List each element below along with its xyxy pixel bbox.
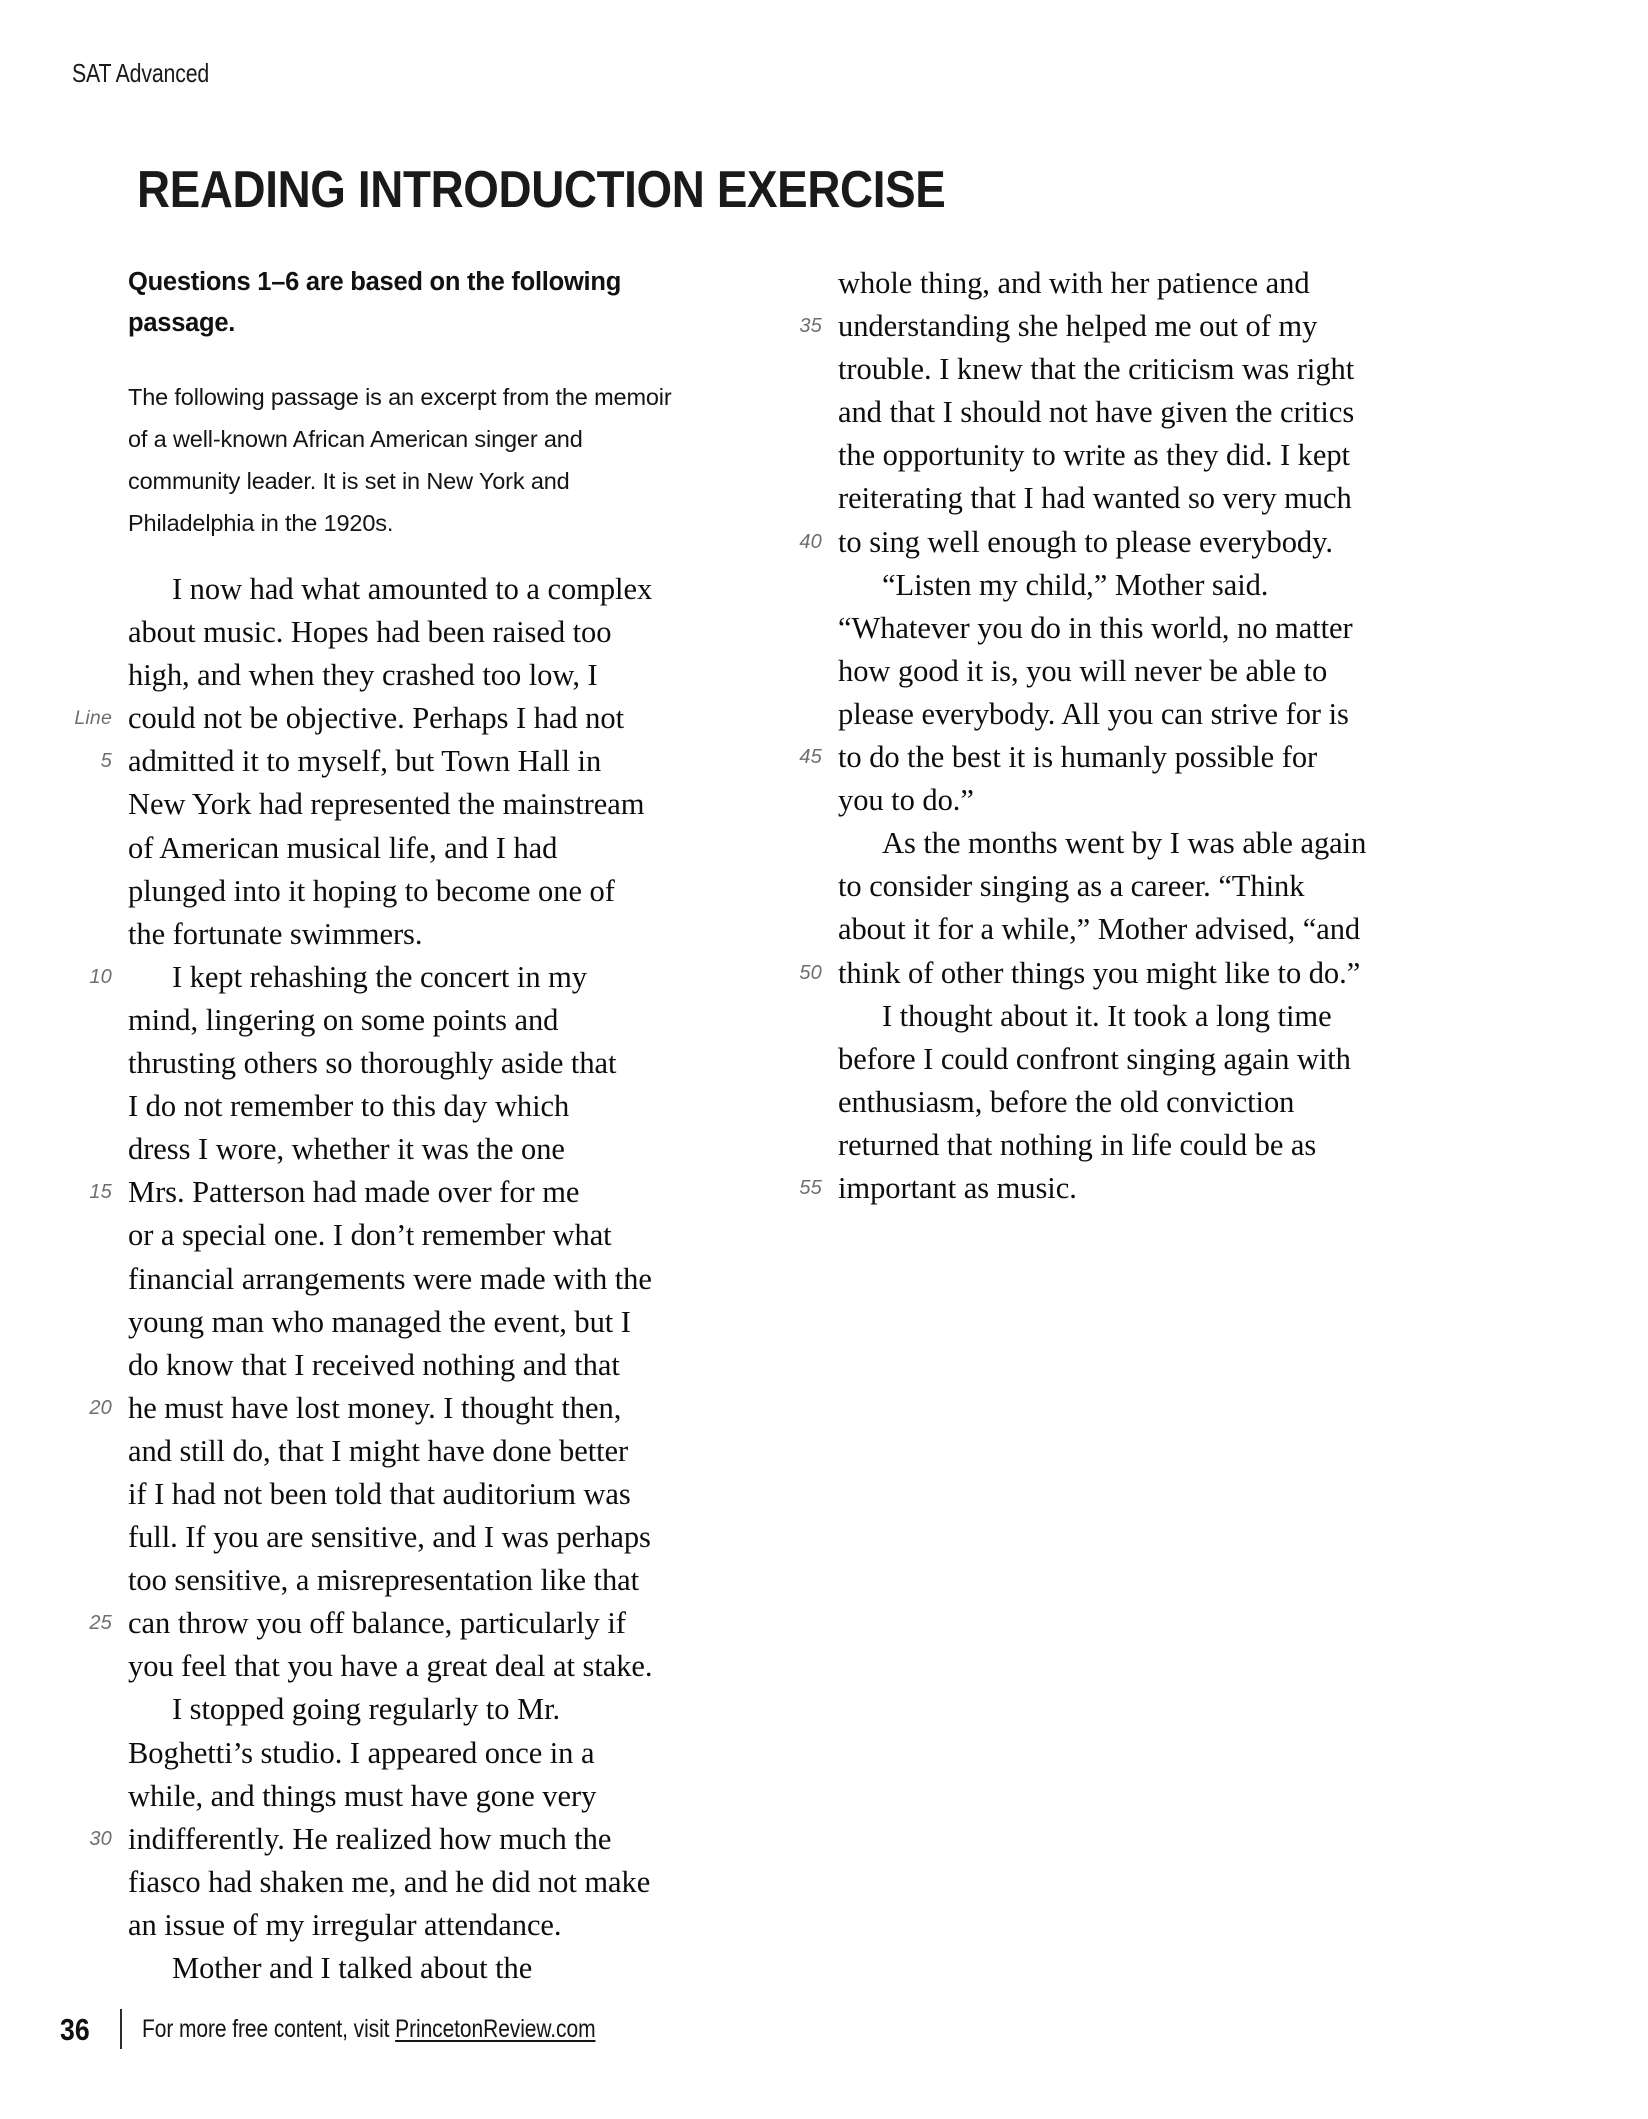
footer-text [142, 2015, 595, 2044]
question-stem-heading: Questions 1–6 are based on the following passage. [128, 268, 622, 337]
passage-line-text: about it for a while,” Mother advised, “and [838, 912, 1361, 947]
passage-line [838, 477, 1450, 520]
page-title: READING INTRODUCTION EXERCISE [137, 160, 946, 219]
passage-text-left [74, 568, 740, 1990]
line-number: 40 [799, 530, 822, 553]
passage-line [128, 783, 740, 826]
passage-line [838, 262, 1450, 305]
passage-line [128, 999, 740, 1042]
passage-line [128, 913, 740, 956]
passage-line [128, 611, 740, 654]
passage-line-text: important as music. [838, 1170, 1077, 1205]
line-number: 10 [89, 965, 112, 988]
passage-line-text: how good it is, you will never be able to [838, 653, 1328, 688]
line-number: 5 [100, 750, 112, 773]
passage-line-text: to do the best it is humanly possible for [838, 740, 1318, 775]
running-head: SAT Advanced [72, 58, 210, 88]
passage-line-text: while, and things must have gone very [128, 1778, 597, 1813]
passage-line-text: reiterating that I had wanted so very much [838, 481, 1352, 516]
passage-line [128, 1947, 740, 1990]
passage-line-text: I thought about it. It took a long time [882, 998, 1332, 1033]
line-number: 15 [89, 1181, 112, 1204]
passage-line [128, 1559, 740, 1602]
passage-line [128, 1344, 740, 1387]
passage-line [838, 1038, 1450, 1081]
passage-line [838, 607, 1450, 650]
passage-line [128, 1645, 740, 1688]
line-number: 55 [799, 1176, 822, 1199]
passage-line [799, 952, 1450, 995]
passage-line-text: an issue of my irregular attendance. [128, 1907, 562, 1942]
footer-text-label: For more free content, visit [142, 2014, 396, 2043]
passage-line [89, 956, 740, 999]
passage-line-text: I kept rehashing the concert in my [172, 959, 587, 994]
line-label: Line [74, 707, 112, 730]
passage-line [838, 1081, 1450, 1124]
column-left [74, 262, 740, 1990]
passage-line-text: Mother and I talked about the [172, 1951, 533, 1985]
passage-line-text: trouble. I knew that the criticism was right [838, 352, 1355, 387]
passage-line [838, 779, 1450, 822]
page-footer [60, 2007, 682, 2051]
passage-line-text: he must have lost money. I thought then, [128, 1390, 622, 1425]
column-right [799, 262, 1450, 1210]
passage-line [799, 1167, 1450, 1210]
passage-line [128, 827, 740, 870]
passage-line-text: returned that nothing in life could be as [838, 1127, 1317, 1162]
passage-line-text: the fortunate swimmers. [128, 916, 423, 951]
passage-line [100, 740, 740, 783]
passage-line [799, 305, 1450, 348]
passage-line-text: of American musical life, and I had [128, 830, 558, 865]
passage-line [128, 1516, 740, 1559]
passage-line-text: young man who managed the event, but I [128, 1304, 631, 1339]
passage-line [128, 1732, 740, 1775]
passage-line [128, 870, 740, 913]
line-number: 30 [89, 1827, 112, 1850]
passage-line-text: New York had represented the mainstream [128, 787, 645, 822]
passage-line-text: do know that I received nothing and that [128, 1347, 620, 1382]
passage-line [128, 1430, 740, 1473]
passage-line-text: Boghetti’s studio. I appeared once in a [128, 1735, 595, 1770]
passage-line-text: or a special one. I don’t remember what [128, 1218, 612, 1253]
passage-line [128, 1214, 740, 1257]
passage-line [838, 564, 1450, 607]
passage-line-text: you to do.” [838, 783, 974, 818]
passage-line [799, 521, 1450, 564]
passage-line-text: high, and when they crashed too low, I [128, 658, 598, 693]
passage-text-right [799, 262, 1450, 1210]
passage-line [128, 654, 740, 697]
line-number: 20 [89, 1396, 112, 1419]
passage-line-text: admitted it to myself, but Town Hall in [128, 744, 602, 779]
passage-line-text: dress I wore, whether it was the one [128, 1132, 565, 1167]
passage-line-text: please everybody. All you can strive for is [838, 696, 1349, 731]
passage-line [128, 1775, 740, 1818]
passage-line [128, 1301, 740, 1344]
passage-line-text: “Listen my child,” Mother said. [882, 567, 1269, 602]
passage-line-text: full. If you are sensitive, and I was perhaps [128, 1520, 651, 1555]
passage-line [89, 1602, 740, 1645]
line-number: 50 [799, 961, 822, 984]
passage-line-text: mind, lingering on some points and [128, 1002, 559, 1037]
passage-line [89, 1387, 740, 1430]
passage-line-text: could not be objective. Perhaps I had not [128, 701, 624, 736]
passage-line-text: indifferently. He realized how much the [128, 1821, 612, 1856]
line-number: 25 [89, 1612, 112, 1635]
passage-line-text: the opportunity to write as they did. I kept [838, 438, 1350, 473]
passage-line-text: to consider singing as a career. “Think [838, 869, 1305, 904]
passage-line-text: financial arrangements were made with the [128, 1261, 652, 1296]
passage-line [838, 995, 1450, 1038]
passage-line-text: “Whatever you do in this world, no matter [838, 610, 1353, 645]
line-number: 35 [799, 315, 822, 338]
passage-line-text: plunged into it hoping to become one of [128, 873, 615, 908]
passage-blurb: The following passage is an excerpt from the memoir of a well-known African American singer and community leader. It is set in New York and Philadelphia in the 1920s. [128, 384, 672, 536]
passage-line [838, 865, 1450, 908]
passage-line [838, 908, 1450, 951]
passage-line-text: fiasco had shaken me, and he did not make [128, 1864, 651, 1899]
passage-line [838, 348, 1450, 391]
passage-line [128, 1688, 740, 1731]
passage-line [128, 1258, 740, 1301]
passage-line-text: As the months went by I was able again [882, 826, 1367, 861]
passage-line [128, 1085, 740, 1128]
passage-line-text: I do not remember to this day which [128, 1089, 570, 1124]
passage-line-text: you feel that you have a great deal at stake. [128, 1649, 653, 1684]
passage-line-text: before I could confront singing again with [838, 1041, 1351, 1076]
passage-line-text: think of other things you might like to do.” [838, 955, 1361, 990]
passage-line-text: if I had not been told that auditorium was [128, 1476, 631, 1511]
passage-line [128, 1042, 740, 1085]
princeton-review-link[interactable]: PrincetonReview.com [395, 2014, 596, 2043]
passage-line [838, 391, 1450, 434]
passage-line-text: and still do, that I might have done better [128, 1433, 629, 1468]
passage-line [128, 1861, 740, 1904]
passage-line [799, 736, 1450, 779]
passage-line-text: understanding she helped me out of my [838, 309, 1318, 344]
passage-line-text: and that I should not have given the critics [838, 395, 1355, 430]
passage-line [89, 1171, 740, 1214]
passage-line-text: enthusiasm, before the old conviction [838, 1084, 1295, 1119]
passage-line [838, 693, 1450, 736]
footer-divider [120, 2009, 122, 2049]
page-number: 36 [60, 2011, 90, 2047]
passage-line [128, 1904, 740, 1947]
passage-line-text: can throw you off balance, particularly if [128, 1606, 626, 1641]
passage-line-text: to sing well enough to please everybody. [838, 524, 1333, 559]
line-number: 45 [799, 746, 822, 769]
passage-line [838, 1124, 1450, 1167]
passage-line-text: thrusting others so thoroughly aside that [128, 1046, 617, 1081]
passage-line [128, 1473, 740, 1516]
passage-line-text: I stopped going regularly to Mr. [172, 1692, 561, 1727]
passage-line [89, 1818, 740, 1861]
passage-line [838, 650, 1450, 693]
passage-line [838, 434, 1450, 477]
passage-line-text: too sensitive, a misrepresentation like that [128, 1563, 640, 1598]
passage-line-text: about music. Hopes had been raised too [128, 615, 612, 650]
passage-line [128, 1128, 740, 1171]
passage-line-text: whole thing, and with her patience and [838, 266, 1310, 300]
passage-line [128, 568, 740, 611]
passage-line [838, 822, 1450, 865]
passage-line-text: I now had what amounted to a complex [172, 572, 653, 606]
passage-line-text: Mrs. Patterson had made over for me [128, 1175, 580, 1210]
passage-line [74, 697, 740, 740]
